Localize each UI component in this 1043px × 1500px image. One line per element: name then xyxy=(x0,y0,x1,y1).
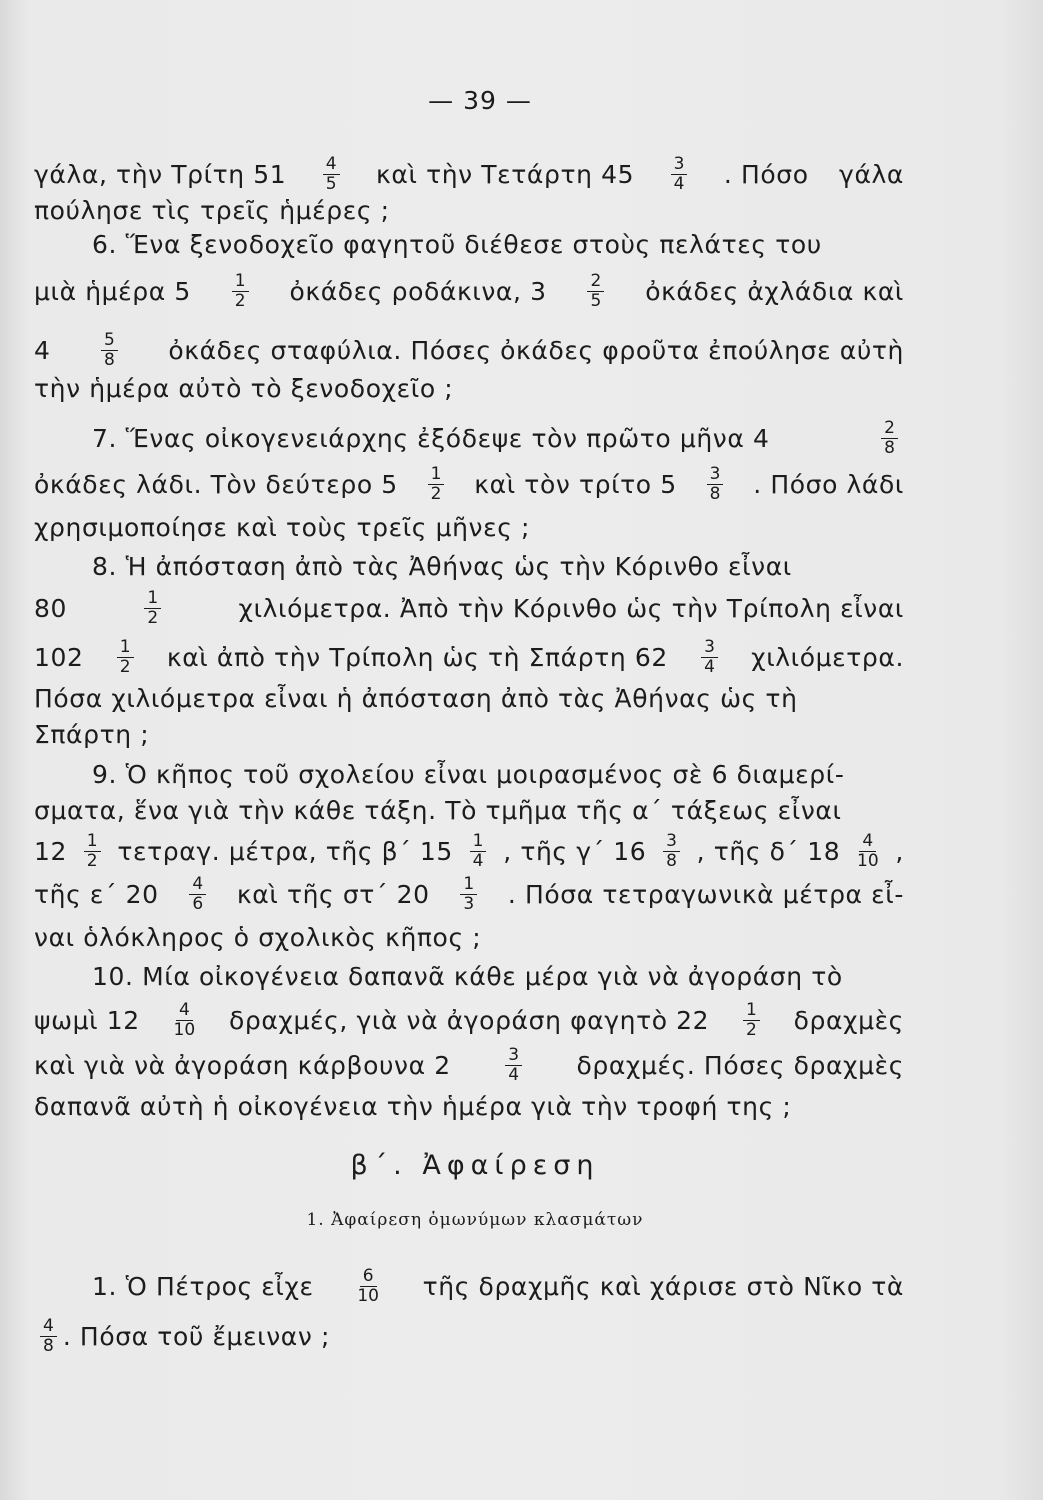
fraction-denominator: 5 xyxy=(325,174,337,194)
text-line xyxy=(34,923,904,953)
text-line xyxy=(34,796,904,826)
fraction-denominator: 4 xyxy=(704,657,715,677)
text-line xyxy=(34,720,904,750)
text-segment: καὶ τῆς στ΄ 20 xyxy=(236,879,430,909)
fraction xyxy=(743,1002,760,1039)
text-line xyxy=(34,374,904,404)
text-segment: . Πόσο xyxy=(723,159,809,189)
fraction-denominator: 8 xyxy=(43,1336,54,1356)
text-segment: . Πόσα τοῦ ἔμειναν ; xyxy=(62,1321,331,1351)
fraction xyxy=(587,273,604,310)
fraction-denominator: 2 xyxy=(86,851,98,871)
fraction xyxy=(881,420,898,457)
text-segment: καὶ τὸν τρίτο 5 xyxy=(474,469,677,499)
text-segment: . Πόσο λάδι xyxy=(753,469,904,499)
text-segment: δαπανᾶ αὐτὴ ἡ οἰκογένεια τὴν ἡμέρα γιὰ τὴν τροφή της ; xyxy=(34,1092,792,1121)
fraction xyxy=(101,332,118,369)
fraction-numerator: 5 xyxy=(101,332,118,351)
fraction-numerator: 3 xyxy=(663,833,680,852)
fraction-denominator: 8 xyxy=(884,438,895,458)
text-segment: τὴν ἡμέρα αὐτὸ τὸ ξενοδοχεῖο ; xyxy=(34,374,454,403)
text-segment: ὀκάδες σταφύλια. Πόσες ὀκάδες φροῦτα ἐπούλησε αὐτὴ xyxy=(168,335,904,365)
fraction xyxy=(428,466,445,503)
fraction-numerator: 4 xyxy=(323,156,340,175)
fraction xyxy=(707,466,724,503)
fraction-numerator: 2 xyxy=(587,273,604,292)
fraction-numerator: 1 xyxy=(470,833,487,852)
fraction-numerator: 3 xyxy=(707,466,724,485)
text-line xyxy=(34,196,904,226)
fraction-numerator: 4 xyxy=(189,876,206,895)
fraction-denominator: 2 xyxy=(745,1020,757,1040)
fraction-denominator: 4 xyxy=(508,1065,520,1085)
fraction-numerator: 1 xyxy=(460,876,477,895)
fraction xyxy=(174,1002,196,1039)
fraction xyxy=(189,876,206,913)
fraction-numerator: 1 xyxy=(84,833,101,852)
text-line xyxy=(34,332,904,369)
fraction-numerator: 1 xyxy=(743,1002,760,1021)
text-segment: , τῆς γ΄ 16 xyxy=(503,836,647,866)
fraction-numerator: 1 xyxy=(144,590,161,609)
text-line xyxy=(92,230,904,260)
fraction-numerator: 4 xyxy=(859,833,876,852)
fraction-denominator: 2 xyxy=(234,291,246,311)
text-segment: δραχμὲς xyxy=(793,1005,904,1035)
fraction xyxy=(117,639,134,676)
fraction-denominator: 4 xyxy=(673,174,685,194)
fraction-numerator: 4 xyxy=(176,1002,193,1021)
fraction-numerator: 3 xyxy=(701,639,718,658)
text-line xyxy=(34,273,904,310)
text-segment: καὶ ἀπὸ τὴν Τρίπολη ὡς τὴ Σπάρτη 62 xyxy=(166,642,668,672)
fraction-numerator: 1 xyxy=(232,273,249,292)
fraction-numerator: 3 xyxy=(505,1047,522,1066)
fraction-numerator: 4 xyxy=(40,1318,57,1337)
text-segment: καὶ γιὰ νὰ ἀγοράση κάρβουνα 2 xyxy=(34,1050,451,1080)
text-segment: γάλα, τὴν Τρίτη 51 xyxy=(34,159,287,189)
text-line xyxy=(34,1047,904,1084)
text-segment: , τῆς δ΄ 18 xyxy=(696,836,841,866)
fraction-numerator: 3 xyxy=(671,156,688,175)
fraction-denominator: 10 xyxy=(357,1286,379,1306)
fraction-numerator: 2 xyxy=(881,420,898,439)
fraction-denominator: 10 xyxy=(857,851,879,871)
fraction xyxy=(505,1047,522,1084)
fraction xyxy=(84,833,101,870)
fraction xyxy=(232,273,249,310)
section-heading: β΄. Ἀφαίρεση xyxy=(350,1150,600,1181)
fraction-denominator: 6 xyxy=(192,894,204,914)
text-segment: δραχμές. Πόσες δραχμὲς xyxy=(576,1050,904,1080)
text-segment: τῆς ε΄ 20 xyxy=(34,879,159,909)
text-line xyxy=(92,760,904,790)
text-segment: 102 xyxy=(34,642,84,672)
text-segment: ὀκάδες ροδάκινα, 3 xyxy=(289,276,547,306)
text-segment: 8. Ἡ ἀπόσταση ἀπὸ τὰς Ἀθήνας ὡς τὴν Κόρινθο εἶναι xyxy=(92,552,792,581)
fraction-numerator: 1 xyxy=(117,639,134,658)
text-segment: γάλα xyxy=(839,159,904,189)
fraction xyxy=(460,876,477,913)
text-segment: Σπάρτη ; xyxy=(34,720,150,749)
text-segment: . Πόσα τετραγωνικὰ μέτρα εἶ- xyxy=(507,879,904,909)
fraction-denominator: 5 xyxy=(590,291,602,311)
text-segment: χιλιόμετρα. xyxy=(751,642,904,672)
fraction-denominator: 2 xyxy=(119,657,131,677)
text-line xyxy=(34,639,904,676)
fraction xyxy=(40,1318,57,1355)
page-number: — 39 — xyxy=(428,86,532,115)
text-segment: ναι ὁλόκληρος ὁ σχολικὸς κῆπος ; xyxy=(34,923,482,952)
text-segment: Πόσα χιλιόμετρα εἶναι ἡ ἀπόσταση ἀπὸ τὰς Ἀθήνας ὡς τὴ xyxy=(34,684,798,713)
text-segment: μιὰ ἡμέρα 5 xyxy=(34,276,191,306)
fraction xyxy=(671,156,688,193)
text-segment: δραχμές, γιὰ νὰ ἀγοράση φαγητὸ 22 xyxy=(228,1005,710,1035)
text-line xyxy=(34,590,904,627)
text-segment: τετραγ. μέτρα, τῆς β΄ 15 xyxy=(117,836,453,866)
text-segment: καὶ τὴν Τετάρτη 45 xyxy=(376,159,635,189)
fraction-denominator: 10 xyxy=(173,1020,196,1040)
text-segment: σματα, ἕνα γιὰ τὴν κάθε τάξη. Τὸ τμῆμα τῆς α΄ τάξεως εἶναι xyxy=(34,796,842,825)
fraction-numerator: 6 xyxy=(360,1268,377,1287)
fraction-numerator: 1 xyxy=(428,466,445,485)
text-segment: ψωμὶ 12 xyxy=(34,1005,140,1035)
text-segment: 9. Ὁ κῆπος τοῦ σχολείου εἶναι μοιρασμένος σὲ 6 διαμερί- xyxy=(92,760,845,789)
text-line xyxy=(34,1318,904,1355)
fraction xyxy=(701,639,718,676)
text-line xyxy=(92,420,904,457)
subsection-heading: 1. Ἀφαίρεση ὁμωνύμων κλασμάτων xyxy=(306,1210,644,1230)
text-segment: 12 xyxy=(34,836,68,866)
text-line xyxy=(34,833,904,870)
text-line xyxy=(92,552,904,582)
text-line xyxy=(92,1268,904,1305)
text-segment: χιλιόμετρα. Ἀπὸ τὴν Κόρινθο ὡς τὴν Τρίπολη εἶναι xyxy=(238,593,904,623)
text-segment: ὀκάδες λάδι. Τὸν δεύτερο 5 xyxy=(34,469,398,499)
fraction-denominator: 8 xyxy=(104,350,115,370)
fraction xyxy=(857,833,879,870)
text-segment: 10. Μία οἰκογένεια δαπανᾶ κάθε μέρα γιὰ νὰ ἀγοράση τὸ xyxy=(92,962,843,991)
fraction-denominator: 8 xyxy=(666,851,677,871)
fraction xyxy=(663,833,680,870)
fraction-denominator: 8 xyxy=(709,484,721,504)
text-segment: τῆς δραχμῆς καὶ χάρισε στὸ Νῖκο τὰ xyxy=(422,1271,904,1301)
fraction xyxy=(470,833,487,870)
text-segment: 4 xyxy=(34,335,51,365)
fraction xyxy=(144,590,161,627)
text-segment: 80 xyxy=(34,593,68,623)
fraction-denominator: 4 xyxy=(472,851,484,871)
text-line xyxy=(34,466,904,503)
text-segment: χρησιμοποίησε καὶ τοὺς τρεῖς μῆνες ; xyxy=(34,513,531,542)
text-segment: ὀκάδες ἀχλάδια καὶ xyxy=(645,276,904,306)
fraction xyxy=(357,1268,379,1305)
fraction xyxy=(323,156,340,193)
fraction-denominator: 2 xyxy=(430,484,442,504)
text-segment: 1. Ὁ Πέτρος εἶχε xyxy=(92,1271,314,1301)
text-line xyxy=(34,1092,904,1122)
text-line xyxy=(34,1002,904,1039)
fraction-denominator: 2 xyxy=(147,608,159,628)
text-line xyxy=(34,684,904,714)
text-segment: , xyxy=(895,836,904,866)
text-segment: πούλησε τὶς τρεῖς ἡμέρες ; xyxy=(34,196,390,225)
text-line xyxy=(92,962,904,992)
text-line xyxy=(34,876,904,913)
text-line xyxy=(34,156,904,193)
text-segment: 7. Ἕνας οἰκογενειάρχης ἐξόδεψε τὸν πρῶτο μῆνα 4 xyxy=(92,423,770,453)
fraction-denominator: 3 xyxy=(463,894,475,914)
text-line xyxy=(34,513,904,543)
text-segment: 6. Ἕνα ξενοδοχεῖο φαγητοῦ διέθεσε στοὺς πελάτες του xyxy=(92,230,822,259)
